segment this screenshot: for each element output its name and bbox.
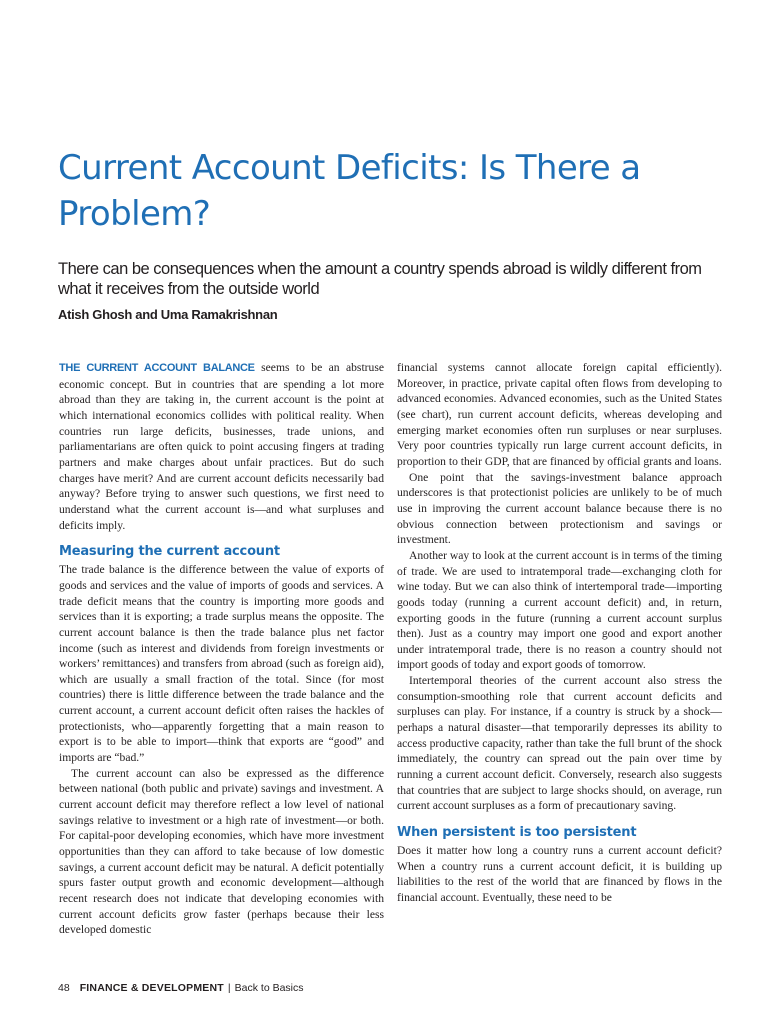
paragraph: Intertemporal theories of the current account also stress the consumption-smoothing role that current account deficits and surpluses can play. For instance, if a country is struck by a shock—perhaps a natural disaster—that temporarily depresses its ability to access productive capacity, rather than take the full brunt of the shock immediately, the country can spread out the pain over time by running a current account deficit. Conversely, research also suggests that countries that are subject to large shocks should, on average, run current account surpluses as a form of precautionary saving. bbox=[397, 674, 722, 813]
article-subtitle: There can be consequences when the amount a country spends abroad is wildly different from what it receives from the outside world bbox=[58, 260, 702, 298]
article-authors: Atish Ghosh and Uma Ramakrishnan bbox=[58, 307, 278, 322]
paragraph: financial systems cannot allocate foreign capital efficiently). Moreover, in practice, private capital often flows from developing to advanced economies. Advanced economies, such as the United States (see chart), run current account deficits, whereas developing and emerging market economies often run surpluses or near surpluses. Very poor countries typically run large current account deficits, in proportion to their GDP, that are financed by official grants and loans. bbox=[397, 361, 722, 468]
article-title: Current Account Deficits: Is There a Problem? bbox=[58, 148, 641, 234]
page-footer bbox=[58, 982, 304, 994]
paragraph bbox=[59, 360, 384, 533]
lead-in: THE CURRENT ACCOUNT BALANCE bbox=[59, 362, 255, 374]
paragraph-text: seems to be an abstruse economic concept. But in countries that are spending a lot more abroad than they are taking in, the current account is the point at which international economics collides with political reality. When countries run large deficits, businesses, trade unions, and parliamentarians are often quick to point accusing fingers at trading partners and make charges about unfair practices. But do such charges have merit? And are current account deficits necessarily bad anyway? Before trying to answer such questions, we first need to understand what the current account is—and what surpluses and deficits imply. bbox=[59, 361, 384, 532]
paragraph: One point that the savings-investment balance approach underscores is that protectionist policies are unlikely to be of much use in improving the current account balance because there is no obvious connection between protectionism and savings or investment. bbox=[397, 470, 722, 547]
section-heading: When persistent is too persistent bbox=[397, 825, 637, 841]
footer-separator: | bbox=[227, 982, 231, 994]
paragraph: The trade balance is the difference between the value of exports of goods and services and the value of imports of goods and services. A trade deficit means that the country is importing more goods and services than it is exporting; a trade surplus means the opposite. The current account balance is then the trade balance plus net factor income (such as interest and dividends from foreign investments or workers’ remittances) and transfers from abroad (such as foreign aid), which are usually a small fraction of the total. Since (for most countries) there is little difference between the trade balance and the current account, a current account deficit often raises the hackles of protectionists, who—apparently forgetting that a main reason to export is to be able to import—think that exports are “good” and imports are “bad.” bbox=[59, 563, 384, 765]
paragraph: Does it matter how long a country runs a current account deficit? When a country runs a current account deficit, it is building up liabilities to the rest of the world that are financed by flows in the financial account. Eventually, these need to be bbox=[397, 844, 722, 904]
paragraph: The current account can also be expressed as the difference between national (both public and private) savings and investment. A current account deficit may therefore reflect a low level of national savings relative to investment or a high rate of investment—or both. For capital-poor developing economies, which have more investment opportunities than they can afford to take because of low domestic savings, a current account deficit may be natural. A deficit potentially spurs faster output growth and economic development—although recent research does not indicate that developing economies with current account deficits grow faster (perhaps because their less developed domestic bbox=[59, 766, 384, 937]
paragraph: Another way to look at the current account is in terms of the timing of trade. We are used to intratemporal trade—exchanging cloth for wine today. But we can also think of intertemporal trade—importing goods today (running a current account deficit) and, in return, exporting goods in the future (running a current account surplus then). Just as a country may import one good and export another under intratemporal trade, there is no reason a country should not import goods of today and export goods of tomorrow. bbox=[397, 548, 722, 672]
section-name: Back to Basics bbox=[234, 982, 304, 994]
publication-name: FINANCE & DEVELOPMENT bbox=[79, 982, 224, 994]
page-number: 48 bbox=[58, 982, 70, 994]
section-heading: Measuring the current account bbox=[59, 544, 280, 560]
left-column bbox=[59, 360, 384, 938]
right-column bbox=[397, 360, 722, 906]
